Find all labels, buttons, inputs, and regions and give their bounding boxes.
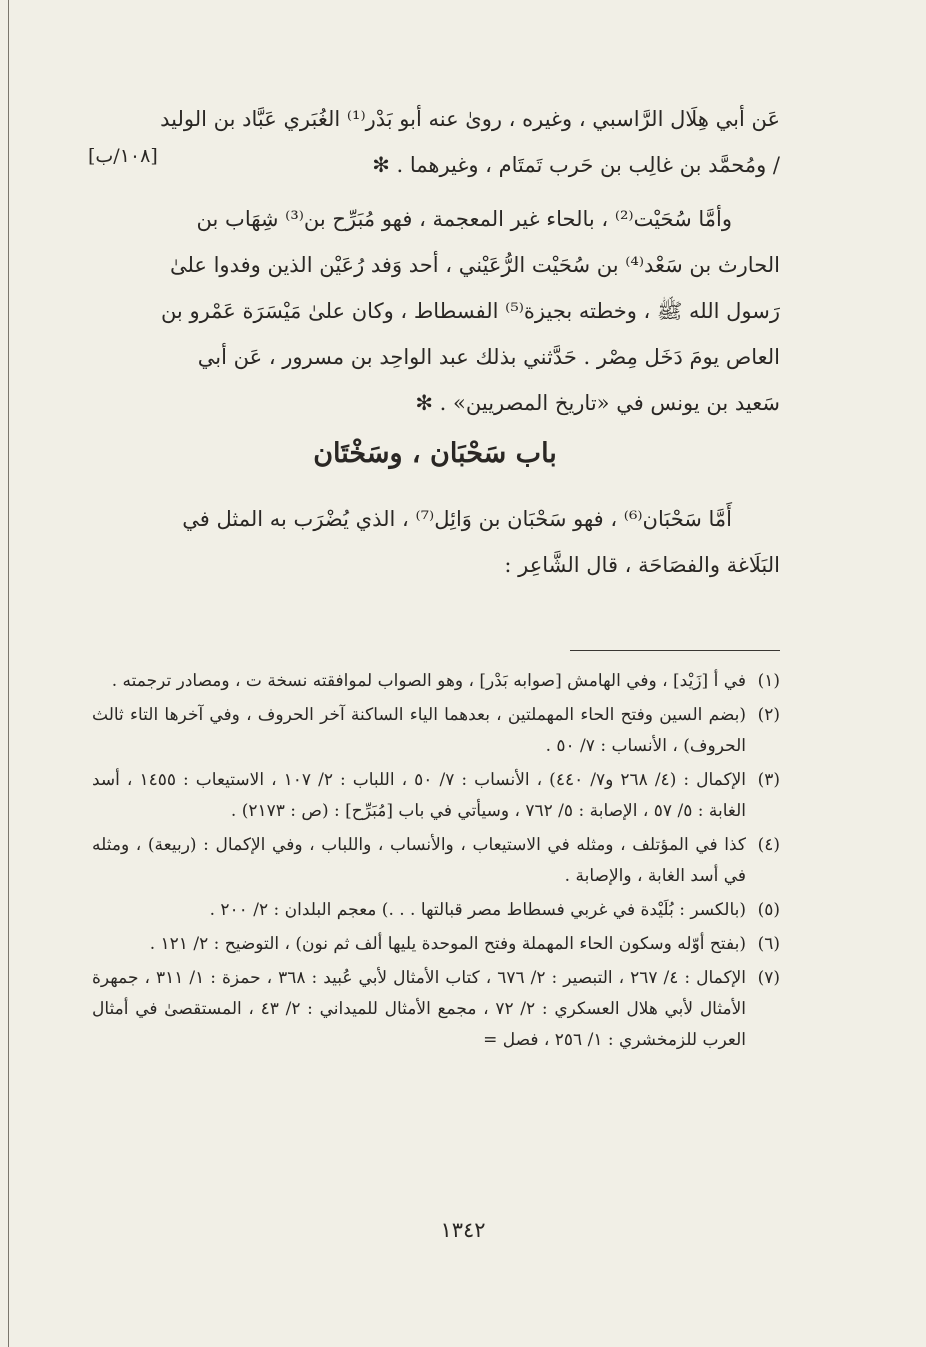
text-line: العاص يومَ دَخَل مِصْر . حَدَّثني بذلك عبد الواحِد بن مسرور ، عَن أبي	[197, 345, 780, 369]
footnotes	[92, 666, 780, 1059]
footnote-text: (بالكسر : بُلَيْدة في غربي فسطاط مصر قبالتها . . .) معجم البلدان : ٢/ ٢٠٠ .	[209, 900, 746, 920]
footnote-number: (٧)	[757, 968, 780, 988]
footnote	[92, 830, 780, 892]
footnote	[92, 700, 780, 762]
text-line: رَسول الله ﷺ ، وخطته بجيزة⁽⁵⁾ الفسطاط ، وكان علىٰ مَيْسَرَة عَمْرو بن	[160, 299, 780, 323]
text-line: الحارث بن سَعْد⁽⁴⁾ بن سُحَيْت الرُّعَيْني ، أحد وَفد رُعَيْن الذين وفدوا علىٰ	[169, 253, 780, 277]
footnote-text: (بفتح أوّله وسكون الحاء المهملة وفتح الموحدة يليها ألف ثم نون) ، التوضيح : ٢/ ١٢١ .	[149, 934, 746, 954]
text-line: وأمَّا سُحَيْت⁽²⁾ ، بالحاء غير المعجمة ، فهو مُبَرِّح بن⁽³⁾ شِهَاب بن	[196, 207, 732, 231]
footnote-text: الإكمال : (٤/ ٢٦٨ و٧/ ٤٤٠) ، الأنساب : ٧/ ٥٠ ، اللباب : ٢/ ١٠٧ ، الاستيعاب : ١٤٥٥ ، أسد الغابة : ٥/ ٥٧ ، الإصابة : ٥/ ٧٦٢ ، وسيأتي في باب [مُبَرِّح] : (ص : ٢١٧٣) .	[92, 770, 746, 821]
paragraph-sahban	[90, 496, 780, 588]
footnote	[92, 929, 780, 960]
footnote	[92, 666, 780, 697]
chapter-heading: باب سَحْبَان ، وسَخْتَان	[313, 438, 557, 469]
text-line: / ومُحمَّد بن غالِب بن حَرب تَمتَام ، وغيرهما . ✻	[372, 153, 780, 177]
footnote	[92, 963, 780, 1056]
footnote	[92, 765, 780, 827]
footnote-text: الإكمال : ٤/ ٢٦٧ ، التبصير : ٢/ ٦٧٦ ، كتاب الأمثال لأبي عُبيد : ٣٦٨ ، حمزة : ١/ ٣١١ ، جمهرة الأمثال لأبي هلال العسكري : ٢/ ٧٢ ، مجمع الأمثال للميداني : ٢/ ٤٣ ، المستقصىٰ في أمثال العرب للزمخشري : ١/ ٢٥٦ ، فصل =	[92, 968, 747, 1050]
footnote-text: كذا في المؤتلف ، ومثله في الاستيعاب ، والأنساب ، واللباب ، وفي الإكمال : (ربيعة) ، ومثله في أسد الغابة ، والإصابة .	[92, 835, 746, 886]
footnote-number: (٦)	[757, 934, 780, 954]
footnote-number: (٥)	[757, 900, 780, 920]
paragraph-continuation	[90, 96, 780, 188]
footnote-number: (٣)	[757, 770, 780, 790]
footnote-separator	[570, 650, 780, 651]
footnote-text: في أ [زَيْد] ، وفي الهامش [صوابه بَدْر] ، وهو الصواب لموافقته نسخة ت ، ومصادر ترجمته .	[111, 671, 746, 691]
text-line: سَعيد بن يونس في «تاريخ المصريين» . ✻	[415, 391, 780, 415]
footnote	[92, 895, 780, 926]
footnote-text: (بضم السين وفتح الحاء المهملتين ، بعدهما الياء الساكنة آخر الحروف ، وفي آخرها التاء ثالث الحروف) ، الأنساب : ٧/ ٥٠ .	[92, 705, 746, 756]
text-line: أَمَّا سَحْبَان⁽⁶⁾ ، فهو سَحْبَان بن وَائِل⁽⁷⁾ ، الذي يُضْرَب به المثل في	[182, 507, 732, 531]
page-number: ١٣٤٢	[440, 1218, 486, 1242]
footnote-number: (٢)	[757, 705, 780, 725]
footnote-number: (٤)	[757, 835, 780, 855]
page-edge-line	[8, 0, 9, 1347]
text-line: عَن أبي هِلَال الرَّاسبي ، وغيره ، روىٰ عنه أبو بَدْر⁽¹⁾ الغُبَري عَبَّاد بن الوليد	[160, 107, 780, 131]
footnote-number: (١)	[757, 671, 780, 691]
paragraph-suhayt	[90, 196, 780, 426]
text-line: البَلَاغة والفصَاحَة ، قال الشَّاعِر :	[504, 553, 780, 577]
folio-margin-note: [١٠٨/ب]	[88, 145, 158, 167]
